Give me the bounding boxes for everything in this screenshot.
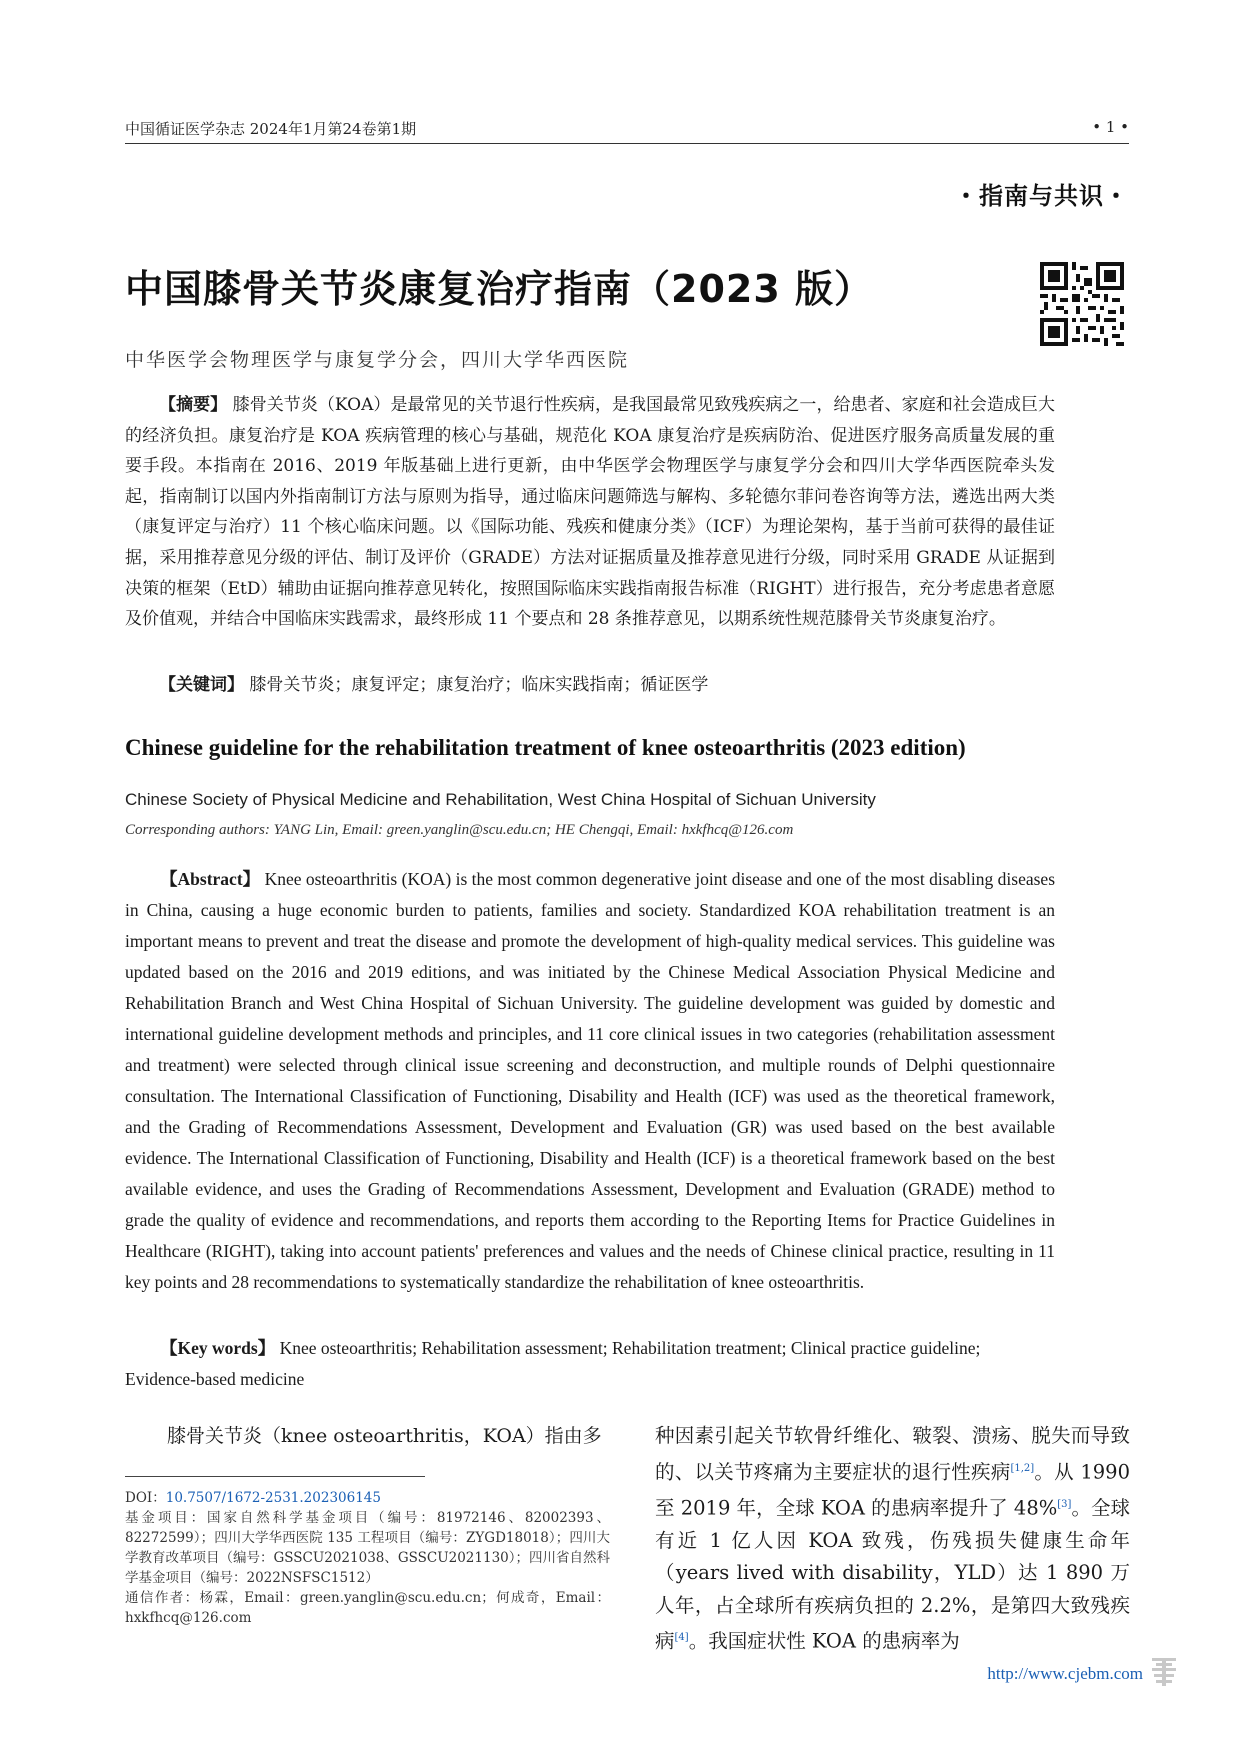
footnotes xyxy=(125,1488,610,1628)
abstract-en xyxy=(125,864,1055,1298)
body-right-paragraph xyxy=(655,1420,1130,1658)
citation-link[interactable]: [3] xyxy=(1057,1498,1072,1510)
doi-line xyxy=(125,1488,610,1508)
keywords-en-label: 【Key words】 xyxy=(160,1338,276,1358)
page-number: • 1 • xyxy=(1092,118,1129,136)
header-divider xyxy=(125,143,1129,144)
keywords-en xyxy=(125,1333,1055,1395)
keywords-cn xyxy=(125,670,1055,701)
journal-logo-icon xyxy=(1150,1656,1178,1688)
abstract-en-label: 【Abstract】 xyxy=(160,869,261,889)
keywords-cn-text: 膝骨关节炎；康复评定；康复治疗；临床实践指南；循证医学 xyxy=(249,675,709,695)
abstract-en-text: Knee osteoarthritis (KOA) is the most common degenerative joint disease and one of the most disabling diseases in China, causing a huge economic burden to patients, families and society. Standardized KOA rehabilitation treatment is an important means to prevent and treat the disease and promote the development of high-quality medical services. This guideline was updated based on the 2016 and 2019 editions, and was initiated by the Chinese Medical Association Physical Medicine and Rehabilitation Branch and West China Hospital of Sichuan University. The guideline development was guided by domestic and international guideline development methods and principles, and 11 core clinical issues in two categories (rehabilitation assessment and treatment) were selected through clinical issue screening and deconstruction, and multiple rounds of Delphi questionnaire consultation. The International Classification of Functioning, Disability and Health (ICF) was used as the theoretical framework, and the Grading of Recommendations Assessment, Development and Evaluation (GR) was used based on the best available evidence. The International Classification of Functioning, Disability and Health (ICF) is a theoretical framework based on the best available evidence, and uses the Grading of Recommendations Assessment, Development and Evaluation (GRADE) method to grade the quality of evidence and recommendations, and reports them according to the Reporting Items for Practice Guidelines in Healthcare (RIGHT), taking into account patients' preferences and values and the needs of Chinese clinical practice, resulting in 11 key points and 28 recommendations to systematically standardize the rehabilitation of knee osteoarthritis. xyxy=(125,869,1055,1292)
corresponding-authors-en: Corresponding authors: YANG Lin, Email: green.yanglin@scu.edu.cn; HE Chengqi, Email: hxkfhcq@126.com xyxy=(125,822,794,838)
authors-en: Chinese Society of Physical Medicine and Rehabilitation, West China Hospital of Sichuan University xyxy=(125,790,876,809)
authors-cn: 中华医学会物理医学与康复学分会，四川大学华西医院 xyxy=(125,349,630,371)
footnote-divider xyxy=(125,1476,425,1477)
body-right-text-3: 。全球有近 1 亿人因 KOA 致残，伤残损失健康生命年（years lived with disability，YLD）达 1 890 万人年，占全球所有疾病负担的 2.2%，是第四大致残疾病 xyxy=(655,1496,1130,1653)
abstract-cn xyxy=(125,390,1055,635)
citation-link[interactable]: [1,2] xyxy=(1010,1462,1035,1474)
body-left-paragraph: 膝骨关节炎（knee osteoarthritis，KOA）指由多 xyxy=(167,1425,602,1447)
body-right-text-4: 。我国症状性 KOA 的患病率为 xyxy=(688,1629,960,1653)
body-right-text-2: 。从 1990 至 2019 年，全球 KOA 的患病率提升了 48% xyxy=(655,1460,1130,1519)
keywords-en-text: Knee osteoarthritis; Rehabilitation assessment; Rehabilitation treatment; Clinical practice guideline; Evidence-based medicine xyxy=(125,1338,981,1389)
citation-link[interactable]: [4] xyxy=(674,1632,689,1643)
qr-code-icon xyxy=(1040,262,1124,346)
journal-header: 中国循证医学杂志 2024年1月第24卷第1期 xyxy=(125,120,417,138)
footer-url-link[interactable]: http://www.cjebm.com xyxy=(987,1664,1143,1683)
doi-link[interactable]: 10.7507/1672-2531.202306145 xyxy=(165,1490,381,1506)
abstract-cn-label: 【摘要】 xyxy=(159,395,228,415)
doi-label: DOI： xyxy=(125,1490,166,1506)
funding-note: 基金项目：国家自然科学基金项目（编号：81972146、82002393、82272599）；四川大学华西医院 135 工程项目（编号：ZYGD18018）；四川大学教育改革项目（编号：GSSCU2021038、GSSCU2021130）；四川省自然科学基金项目（编号：2022NSFSC1512） xyxy=(125,1510,610,1586)
section-tag: ・指南与共识・ xyxy=(954,182,1129,210)
keywords-cn-label: 【关键词】 xyxy=(159,675,244,695)
correspondence-note: 通信作者：杨霖，Email：green.yanglin@scu.edu.cn；何成奇，Email：hxkfhcq@126.com xyxy=(125,1590,610,1626)
abstract-cn-text: 膝骨关节炎（KOA）是最常见的关节退行性疾病，是我国最常见致残疾病之一，给患者、家庭和社会造成巨大的经济负担。康复治疗是 KOA 疾病管理的核心与基础，规范化 KOA 康复治疗是疾病防治、促进医疗服务高质量发展的重要手段。本指南在 2016、2019 年版基础上进行更新，由中华医学会物理医学与康复学分会和四川大学华西医院牵头发起，指南制订以国内外指南制订方法与原则为指导，通过临床问题筛选与解构、多轮德尔菲问卷咨询等方法，遴选出两大类（康复评定与治疗）11 个核心临床问题。以《国际功能、残疾和健康分类》（ICF）为理论架构，基于当前可获得的最佳证据，采用推荐意见分级的评估、制订及评价（GRADE）方法对证据质量及推荐意见进行分级，同时采用 GRADE 从证据到决策的框架（EtD）辅助由证据向推荐意见转化，按照国际临床实践指南报告标准（RIGHT）进行报告，充分考虑患者意愿及价值观，并结合中国临床实践需求，最终形成 11 个要点和 28 条推荐意见，以期系统性规范膝骨关节炎康复治疗。 xyxy=(125,395,1056,630)
article-title-en: Chinese guideline for the rehabilitation treatment of knee osteoarthritis (2023 edition) xyxy=(125,735,966,760)
body-right-text-1: 种因素引起关节软骨纤维化、皲裂、溃疡、脱失而导致的、以关节疼痛为主要症状的退行性疾病 xyxy=(655,1424,1130,1483)
article-title-cn: 中国膝骨关节炎康复治疗指南（2023 版） xyxy=(125,267,873,311)
